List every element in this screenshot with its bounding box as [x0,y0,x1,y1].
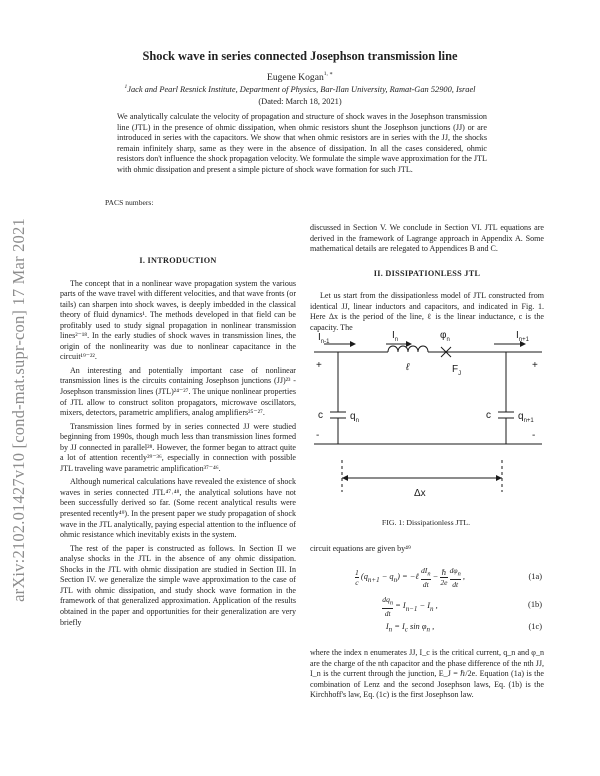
circuit-figure [310,320,544,510]
affiliation [60,85,540,94]
after-equations [310,648,544,704]
label-minus-right: - [532,430,536,441]
intro-paragraph-5: The rest of the paper is constructed as follows. In Section II we analyse shocks in the JTL in the absence of any ohmic dissipation. Shocks in the JTL with ohmic dissipation are studied in Section III. In Section IV. we generalize the simple wave approximation to the case of JTL with ohmic dissipation, and study shock wave formation in the framework of that generalized approximation. Application of the results obtained in the paper and opportunities for their generalization are very briefly [60,543,296,627]
equation-1a: $\frac{1}{c}$ $(q_{n+1} - q_n)$ = −ℓ $\frac{dI_n}{dt}$ − $\frac{\text{ℏ}}{2e}$ $\frac{d\varphi_n}{dt}$ , (1a) [355,566,542,589]
section-heading-introduction: I. INTRODUCTION [139,256,217,265]
intro-paragraph-2: An interesting and potentially important case of nonlinear transmission lines is the circuits containing Josephson junctions (JJ)²³ - Josephson transmission lines (JTL)²⁴⁻²⁷. The unique nonlinear properties of JTL allow to construct soliton propagators, microwave oscillators, mixers, detectors, parametric amplifiers, analog amplifiers²⁵⁻²⁷. [60,365,296,418]
author-line [60,72,540,83]
figure-caption: FIG. 1: Dissipationless JTL. [381,518,471,527]
abstract: We analytically calculate the velocity of propagation and structure of shock waves in the Josephson transmission line (JTL) in the presence of ohmic dissipation, when ohmic resistors shunt the Josephson junctions (JJ) or are introduced in series with the capacitors. We show that when ohmic resistors are in series with the JJ, the shocks remain infinitely sharp, same as they were in the absence of dissipation. In all the cases considered, ohmic resistors don't influence the shock propagation velocity. We formulate the simple wave approximation for the JTL with ohmic dissipation and present a simple picture of shock wave formation for such JTL. [117,112,487,174]
arxiv-stamp-text: arXiv:2102.01427v10 [cond-mat.supr-con] 17 Mar 2021 [9,218,29,602]
label-plus-right: + [532,360,538,371]
period-arrowhead-left [342,475,348,481]
label-q-right: $q_{n+1}$ [518,411,534,424]
label-delta-x: Δx [414,488,426,499]
intro-paragraph-3: Transmission lines formed by in series connected JJ were studied beginning from 1990s, though much less than transmission lines formed by JJ connected in parallel²⁸. However, the former began to attract quite a lot of attention recently²⁹⁻³⁶, especially in connection with possible JTL traveling wave parametric amplification³⁷⁻⁴⁶. [60,421,296,473]
intro-paragraph-1: The concept that in a nonlinear wave propagation system the various parts of the wave travel with different velocities, and that wave fronts (or tails) can sharpen into shock waves, is deeply imbedded in the classical theory of fluid dynamics¹. The methods developed in that field can be profitably used to study signal propagation in nonlinear transmission lines²⁻¹⁸. In the early studies of shock waves in transmission lines, the origin of the nonlinearity was due to nonlinear capacitance in the circuit¹⁹⁻²². [60,278,296,362]
label-i-left: $I_{n-1}$ [318,332,330,345]
pacs-numbers: PACS numbers: [105,198,154,207]
label-ell: ℓ [406,362,410,373]
arrowhead-left [350,341,356,347]
author-marks: 1, ∗ [323,71,333,77]
inductor-coil [388,346,428,352]
label-fj: $F_J$ [452,364,462,377]
eq-label-1a: (1a) [528,572,542,581]
arxiv-stamp [2,120,36,700]
eq-label-1b: (1b) [528,600,542,609]
intro-paragraph-4: Although numerical calculations have revealed the existence of shock waves in series connected JTL⁴⁷˒⁴⁸, the analytical solutions have not been successfully derived so far. (Some recent analytical results were presented recently⁴⁹). In the present paper we study propagation of shock wave in the JTL analytically, paying especial attention to the influence of ohmic resistance which inevitably exists in the system. [60,477,296,540]
label-minus-left: - [316,430,320,441]
eq-intro [310,544,544,558]
after-equations-text: where the index n enumerates JJ, I_c is the critical current, q_n and φ_n are the charge of the nth capacitor and the phase difference of the nth JJ, I_n is the current through the junction, E_J = ℏ/2e. Equation (1a) is the combination of Lenz and the second Josephson laws, Eq. (1b) is the Kirchhoff's law, Eq. (1c) is the first Josephson law. [310,648,544,700]
left-column [60,256,296,631]
dated-line: (Dated: March 18, 2021) [258,97,342,106]
eq-intro-text: circuit equations are given by⁴⁹ [310,544,411,553]
label-c-right: c [486,410,491,421]
label-i-mid: $I_n$ [392,330,399,343]
affiliation-mark: 1 [124,84,128,90]
eq-label-1c: (1c) [528,622,542,631]
label-phi: $\varphi_n$ [440,330,450,343]
equation-1c: $I_n = I_c$ $\sin \varphi_n$ , (1c) [385,622,542,634]
affiliation-text: Jack and Pearl Resnick Institute, Department of Physics, Bar-Ilan University, Ramat-Gan 52900, Israel [127,85,476,94]
period-arrowhead-right [496,475,502,481]
author-name: Eugene Kogan [267,72,324,83]
equation-1b: $\frac{dq_n}{dt}$ = $I_{n-1} - I_n$ , (1b) [382,595,542,618]
right-paragraph-continued: discussed in Section V. We conclude in Section VI. JTL equations are derived in the framework of Lagrange approach in Appendix A. Some mathematical details are relegated to Appendices B and C. [310,223,544,254]
label-plus-left: + [316,360,322,371]
label-c-left: c [318,410,323,421]
paper-title: Shock wave in series connected Josephson transmission line [142,49,458,63]
label-q-left: $q_n$ [350,411,359,424]
section-2-paragraph: Let us start from the dissipationless model of JTL constructed from identical JJ, linear inductors and capacitors, and indicated in Fig. 1. Here Δx is the period of the line, ℓ is the linear inductance, c is the capacity. The [310,291,544,332]
label-i-right: $I_{n+1}$ [516,330,529,343]
section-heading-dissipationless: II. DISSIPATIONLESS JTL [373,268,481,278]
